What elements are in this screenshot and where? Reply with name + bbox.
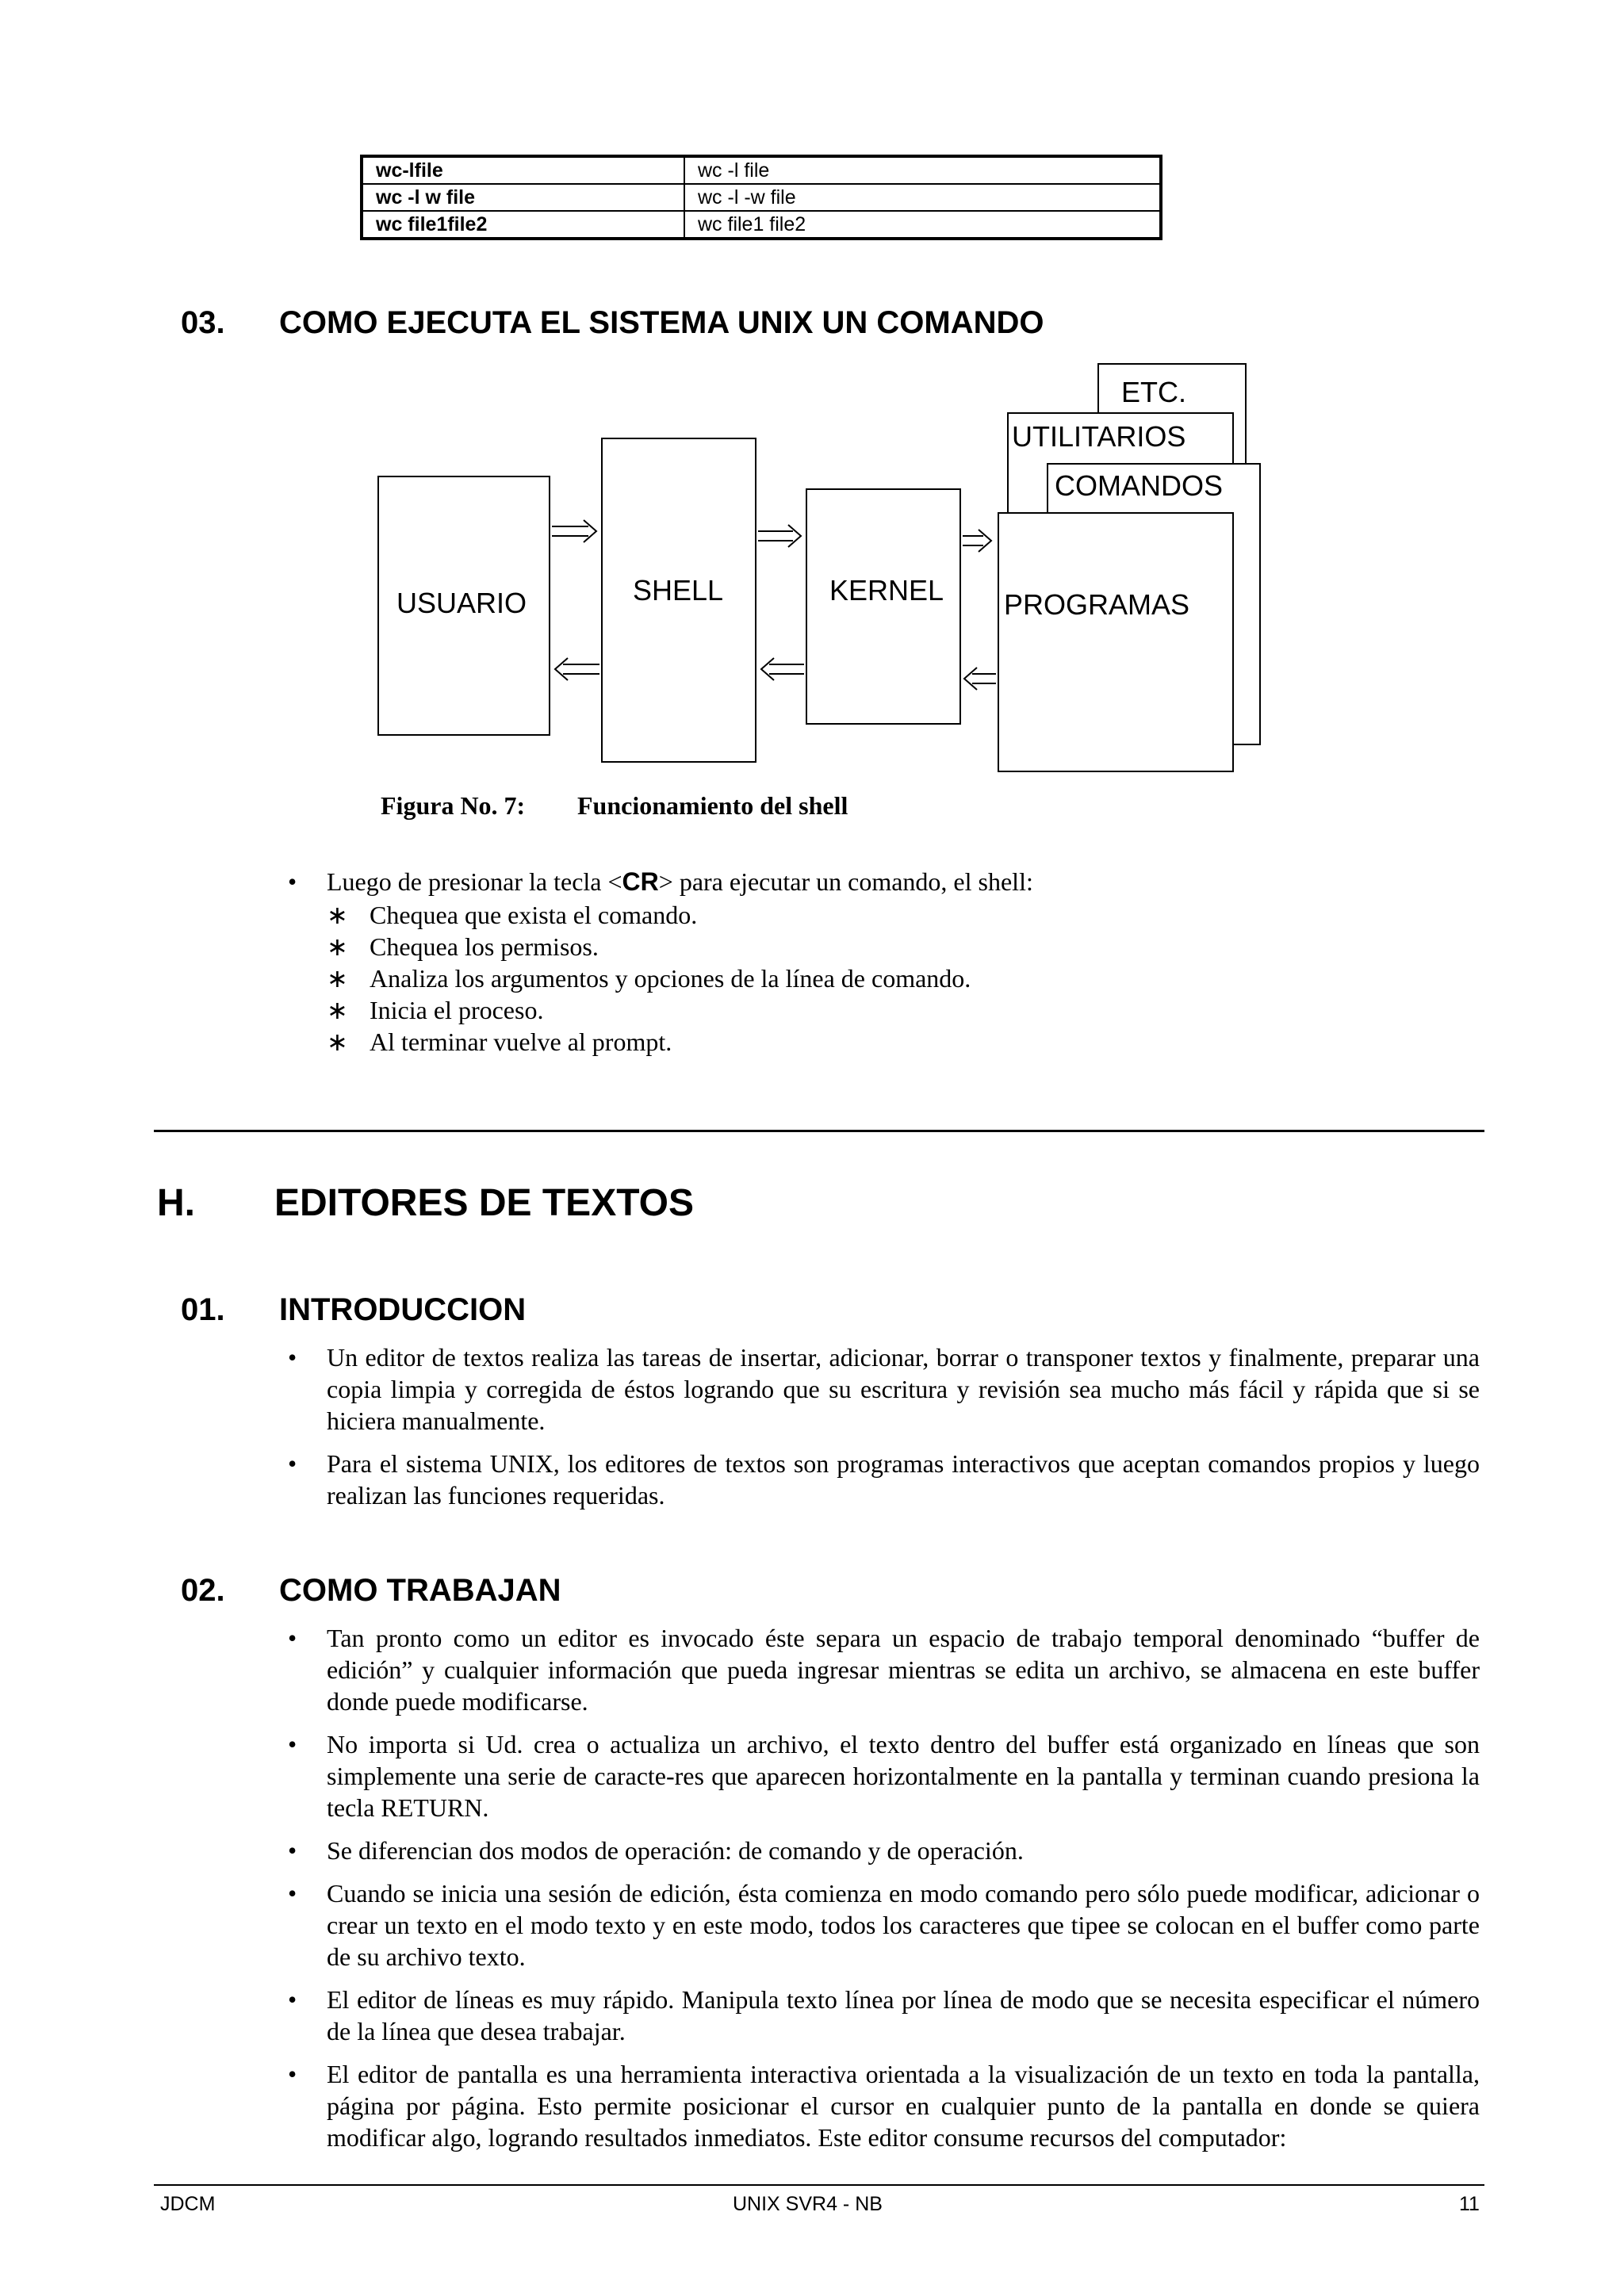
list-item: • El editor de líneas es muy rápido. Manipula texto línea por línea de modo que se necesita especificar el número de la línea que desea trabajar.	[288, 1985, 1480, 2045]
cr-key: CR	[622, 867, 659, 896]
section-03-number: 03.	[181, 305, 225, 340]
list-item: • Para el sistema UNIX, los editores de textos son programas interactivos que aceptan comandos propios y luego realizan las funciones requeridas.	[288, 1449, 1480, 1510]
bullet-icon: •	[288, 1836, 297, 1865]
kernel-label: KERNEL	[829, 574, 944, 607]
section-01-title: INTRODUCCION	[279, 1292, 527, 1327]
asterisk-icon: ∗	[327, 932, 348, 961]
footer-left: JDCM	[160, 2193, 216, 2215]
asterisk-icon: ∗	[327, 964, 348, 993]
bullet-icon: •	[288, 2060, 297, 2088]
shell-steps-list	[288, 866, 1480, 1069]
section-01-number: 01.	[181, 1292, 225, 1327]
list-item	[288, 866, 1480, 1058]
table-cell: wc -l -w file	[684, 184, 1161, 211]
how-it-works-list	[288, 1622, 1480, 2164]
arrow-left-icon	[761, 658, 804, 680]
list-item: ∗ Al terminar vuelve al prompt.	[327, 1027, 672, 1056]
list-item: ∗ Chequea que exista el comando.	[327, 901, 698, 929]
arrow-left-icon	[555, 658, 599, 680]
bullet-icon: •	[288, 1985, 297, 2014]
list-item: • No importa si Ud. crea o actualiza un archivo, el texto dentro del buffer está organizado en líneas que son simplemente una serie de caracte-res que aparecen horizontalmente en la pantalla y terminan cuando presiona la tecla RETURN.	[288, 1730, 1480, 1822]
list-item: • El editor de pantalla es una herramienta interactiva orientada a la visualización de un texto en toda la pantalla, página por página. Esto permite posicionar el cursor en cualquier punto de la pantalla en donde se quiera modificar algo, logrando resultados inmediatos. Este editor consume recursos del computador:	[288, 2060, 1480, 2152]
arrow-right-icon	[963, 530, 991, 552]
arrow-right-icon	[552, 520, 596, 542]
footer-center: UNIX SVR4 - NB	[733, 2193, 883, 2215]
bullet-icon: •	[288, 1449, 297, 1478]
intro-list	[288, 1341, 1480, 1522]
table-cell: wc file1 file2	[684, 211, 1161, 239]
table-cell: wc -l file	[684, 156, 1161, 184]
arrow-right-icon	[758, 525, 801, 547]
bullet-icon: •	[288, 1624, 297, 1652]
list-item: ∗ Inicia el proceso.	[327, 996, 544, 1024]
section-02-number: 02.	[181, 1573, 225, 1608]
shell-substeps	[327, 899, 1480, 1058]
asterisk-icon: ∗	[327, 996, 348, 1024]
section-02-title: COMO TRABAJAN	[279, 1573, 561, 1608]
table-cell: wc file1file2	[362, 211, 684, 239]
list-item: • Un editor de textos realiza las tareas de insertar, adicionar, borrar o transponer textos y finalmente, preparar una copia limpia y corregida de éstos logrando que su escritura y revisión sea mucho más fácil y rápida que si se hiciera manualmente.	[288, 1343, 1480, 1435]
utilitarios-label: UTILITARIOS	[1012, 420, 1186, 453]
list-item: • Cuando se inicia una sesión de edición, ésta comienza en modo comando pero sólo puede modificar, adicionar o crear un texto en el modo texto y en este modo, todos los caracteres que tipee se colocan en el buffer como parte de su archivo texto.	[288, 1879, 1480, 1971]
section-h-title: EDITORES DE TEXTOS	[274, 1182, 695, 1224]
comandos-label: COMANDOS	[1055, 469, 1224, 502]
figure-title: Funcionamiento del shell	[577, 791, 848, 820]
section-h-letter: H.	[157, 1182, 195, 1224]
arrow-left-icon	[964, 668, 996, 690]
intro-text-end: > para ejecutar un comando, el shell:	[658, 867, 1033, 896]
programas-label: PROGRAMAS	[1004, 588, 1190, 621]
asterisk-icon: ∗	[327, 1027, 348, 1056]
table-cell: wc -l w file	[362, 184, 684, 211]
bullet-icon: •	[288, 867, 297, 896]
footer-rule	[154, 2184, 1484, 2186]
table-cell: wc-lfile	[362, 156, 684, 184]
shell-label: SHELL	[633, 574, 724, 607]
list-item: • Tan pronto como un editor es invocado éste separa un espacio de trabajo temporal denominado “buffer de edición” y cualquier información que pueda ingresar mientras se edita un archivo, se almacena en este buffer donde puede modificarse.	[288, 1624, 1480, 1716]
list-item: ∗ Chequea los permisos.	[327, 932, 599, 961]
intro-text: Luego de presionar la tecla <	[327, 867, 622, 896]
footer-page-number: 11	[1459, 2193, 1480, 2215]
figure-label: Figura No. 7:	[381, 791, 526, 820]
list-item: • Se diferencian dos modos de operación: de comando y de operación.	[288, 1836, 1024, 1865]
bullet-icon: •	[288, 1343, 297, 1372]
list-item: ∗ Analiza los argumentos y opciones de la línea de comando.	[327, 964, 971, 993]
usuario-label: USUARIO	[396, 587, 527, 619]
asterisk-icon: ∗	[327, 901, 348, 929]
diagram-arrows	[0, 0, 1624, 793]
etc-label: ETC.	[1121, 376, 1187, 408]
section-03-title: COMO EJECUTA EL SISTEMA UNIX UN COMANDO	[279, 305, 1044, 340]
section-divider	[154, 1130, 1484, 1132]
bullet-icon: •	[288, 1730, 297, 1758]
bullet-icon: •	[288, 1879, 297, 1908]
